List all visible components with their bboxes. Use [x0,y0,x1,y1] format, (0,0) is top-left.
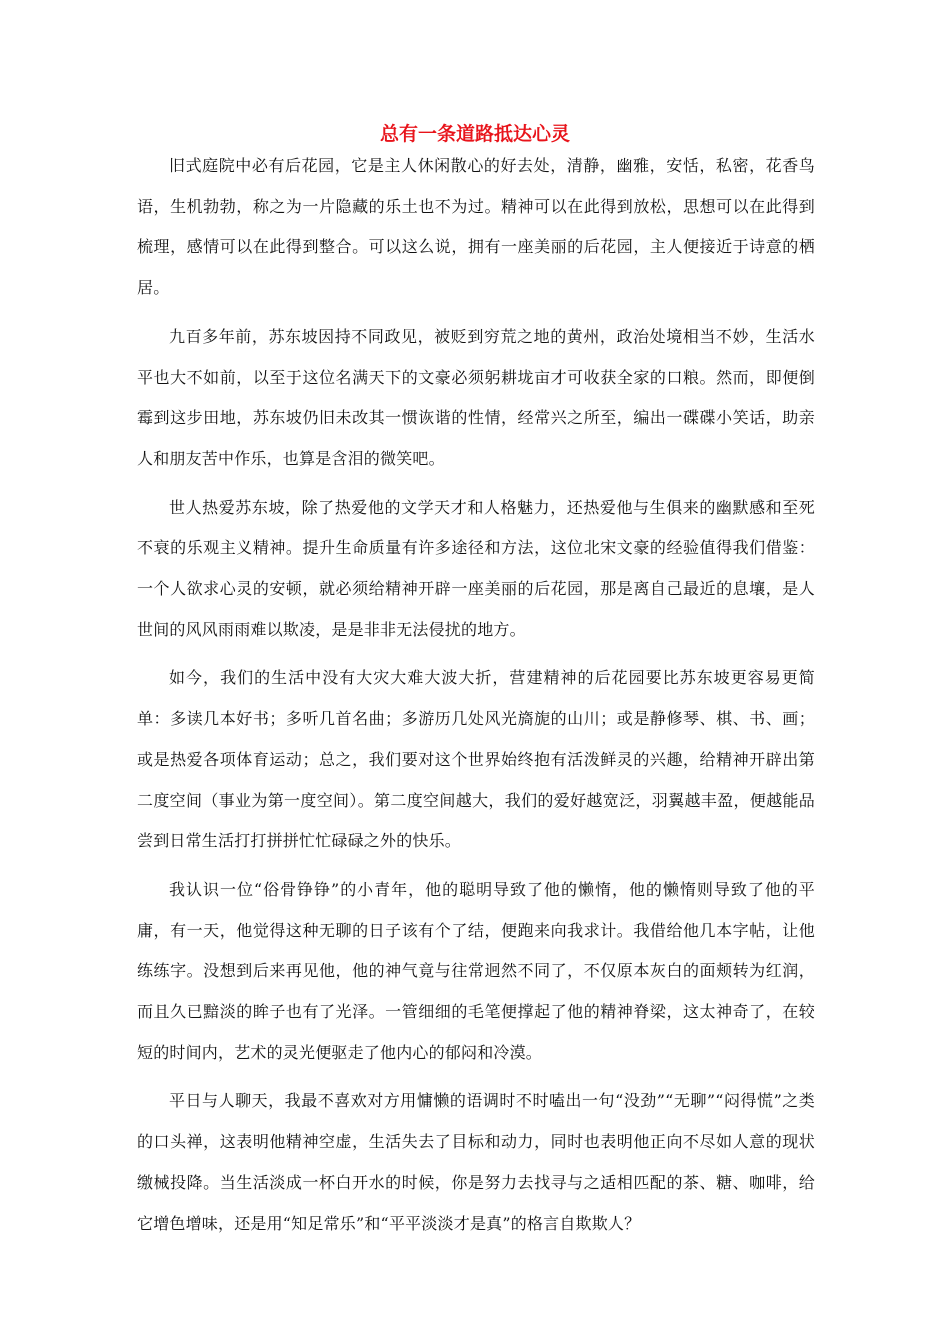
paragraph-1: 旧式庭院中必有后花园，它是主人休闲散心的好去处，清静，幽雅，安恬，私密，花香鸟语，生机勃勃，称之为一片隐藏的乐土也不为过。精神可以在此得到放松，思想可以在此得到梳理，感情可以在此得到整合。可以这么说，拥有一座美丽的后花园，主人便接近于诗意的栖居。 [137,156,815,298]
paragraph-4: 如今，我们的生活中没有大灾大难大波大折，营建精神的后花园要比苏东坡更容易更简单：多读几本好书；多听几首名曲；多游历几处风光旖旎的山川；或是静修琴、棋、书、画；或是热爱各项体育运动；总之，我们要对这个世界始终抱有活泼鲜灵的兴趣，给精神开辟出第二度空间（事业为第一度空间）。第二度空间越大，我们的爱好越宽泛，羽翼越丰盈，便越能品尝到日常生活打打拼拼忙忙碌碌之外的快乐。 [137,668,815,851]
document-body [137,146,815,1252]
paragraph-5: 我认识一位“俗骨铮铮”的小青年，他的聪明导致了他的懒惰，他的懒惰则导致了他的平庸，有一天，他觉得这种无聊的日子该有个了结，便跑来向我求计。我借给他几本字帖，让他练练字。没想到后来再见他，他的神气竟与往常迥然不同了，不仅原本灰白的面颊转为红润，而且久已黯淡的眸子也有了光泽。一管细细的毛笔便撑起了他的精神脊梁，这太神奇了，在较短的时间内，艺术的灵光便驱走了他内心的郁闷和冷漠。 [137,879,815,1062]
document-title: 总有一条道路抵达心灵 [379,123,570,145]
paragraph-2: 九百多年前，苏东坡因持不同政见，被贬到穷荒之地的黄州，政治处境相当不妙，生活水平也大不如前，以至于这位名满天下的文豪必须躬耕垅亩才可收获全家的口粮。然而，即便倒霉到这步田地，苏东坡仍旧未改其一惯诙谐的性情，经常兴之所至，编出一碟碟小笑话，助亲人和朋友苦中作乐，也算是含泪的微笑吧。 [137,326,815,468]
paragraph-3: 世人热爱苏东坡，除了热爱他的文学天才和人格魅力，还热爱他与生俱来的幽默感和至死不衰的乐观主义精神。提升生命质量有许多途径和方法，这位北宋文豪的经验值得我们借鉴：一个人欲求心灵的安顿，就必须给精神开辟一座美丽的后花园，那是离自己最近的息壤，是人世间的风风雨雨难以欺凌，是是非非无法侵扰的地方。 [137,497,815,639]
paragraph-6: 平日与人聊天，我最不喜欢对方用慵懒的语调时不时嗑出一句“没劲”“无聊”“闷得慌”之类的口头禅，这表明他精神空虚，生活失去了目标和动力，同时也表明他正向不尽如人意的现状缴械投降。当生活淡成一杯白开水的时候，你是努力去找寻与之适相匹配的茶、糖、咖啡，给它增色增味，还是用“知足常乐”和“平平淡淡才是真”的格言自欺欺人？ [137,1091,815,1233]
